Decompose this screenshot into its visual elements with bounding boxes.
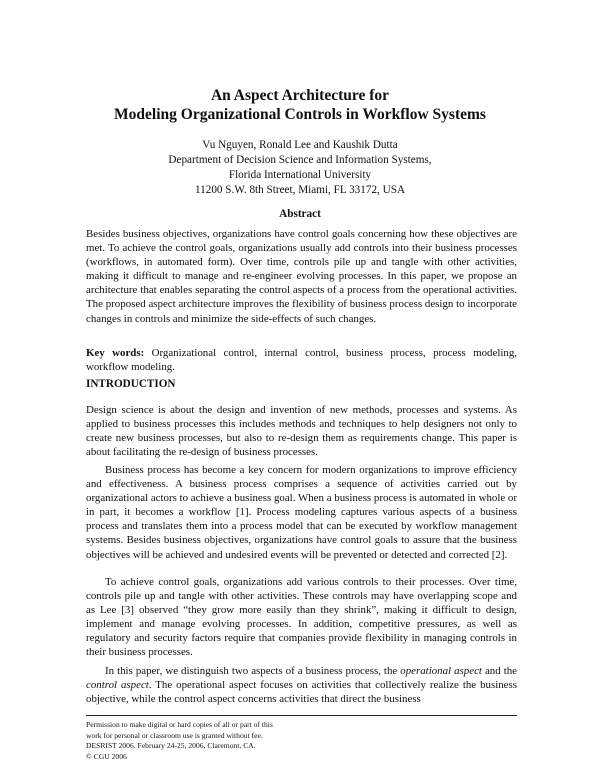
footer-line-2: work for personal or classroom use is granted without fee. (86, 730, 263, 740)
footer-divider (86, 715, 517, 716)
footer-line-1: Permission to make digital or hard copies of all or part of this (86, 720, 273, 729)
keywords (86, 346, 517, 374)
author-names: Vu Nguyen, Ronald Lee and Kaushik Dutta (202, 139, 398, 151)
p4-emphasis-control: control aspect (86, 679, 149, 692)
introduction-heading: INTRODUCTION (86, 378, 176, 390)
intro-paragraph-3: To achieve control goals, organizations add various controls to their processes. Over time, controls pile up and tangle with other activities. These controls may have overlapping scope and as Lee [3] observed “they grow more easily than they shrink”, making it difficult to design, implement and manage evolving processes. In addition, competitive pressures, as well as regulatory and security factors require that companies provide flexibility in managing controls in their business processes. (86, 576, 517, 659)
intro-paragraph-1: Design science is about the design and invention of new methods, processes and systems. As applied to business processes this includes methods and techniques to help designers not only to create new business processes, but also to re-design them as requirements change. This paper is about facilitating the re-design of business processes. (86, 404, 517, 459)
author-university: Florida International University (228, 169, 372, 181)
footer-line-3: DESRIST 2006. February 24-25, 2006, Claremont, CA. (86, 741, 256, 751)
author-address: 11200 S.W. 8th Street, Miami, FL 33172, USA (194, 184, 406, 196)
keywords-label: Key words: (86, 347, 145, 359)
p4-text-b: and the (481, 665, 517, 677)
p4-text-a: In this paper, we distinguish two aspects of a business process, the (105, 665, 401, 677)
author-block (100, 138, 500, 198)
abstract-text: Besides business objectives, organizations have control goals concerning how these objectives are met. To achieve the control goals, organizations usually add controls into their business processes (workflows, in automated form). Over time, controls pile up and tangle with other activities, making it difficult to manage and re-engineer evolving processes. In this paper, we propose an architecture that enables separating the control aspects of a process from the operational activities. The proposed aspect architecture improves the flexibility of business process design to incorporate changes in controls and minimize the side-effects of such changes. (86, 228, 517, 325)
paper-title-line-1: An Aspect Architecture for (210, 87, 390, 104)
p4-text-c: . The operational aspect focuses on activities that collectively realize the business objective, while the control aspect concerns activities that direct the business (86, 679, 517, 706)
author-department: Department of Decision Science and Information Systems, (168, 154, 432, 166)
intro-paragraph-2: Business process has become a key concern for modern organizations to improve efficiency and effectiveness. A business process comprises a sequence of activities carried out by organizational actors to achieve a business goal. When a business process is automated in whole or in part, it becomes a workflow [1]. Process modeling captures various aspects of a business process and translates them into a process model that can be executed by workflow management systems. Besides business objectives, organizations have control goals to assure that the business objectives will be achieved and undesired events will be prevented or detected and corrected [2]. (86, 464, 517, 561)
paper-title-line-2: Modeling Organizational Controls in Workflow Systems (114, 106, 486, 123)
abstract-heading: Abstract (279, 208, 321, 220)
p4-emphasis-operational: operational aspect (400, 665, 482, 677)
keywords-text: Organizational control, internal control, business process, process modeling, workflow modeling. (86, 347, 517, 374)
intro-paragraph-4 (86, 664, 517, 706)
footer-line-4: © CGU 2006 (86, 751, 127, 761)
permission-footer (86, 720, 346, 762)
